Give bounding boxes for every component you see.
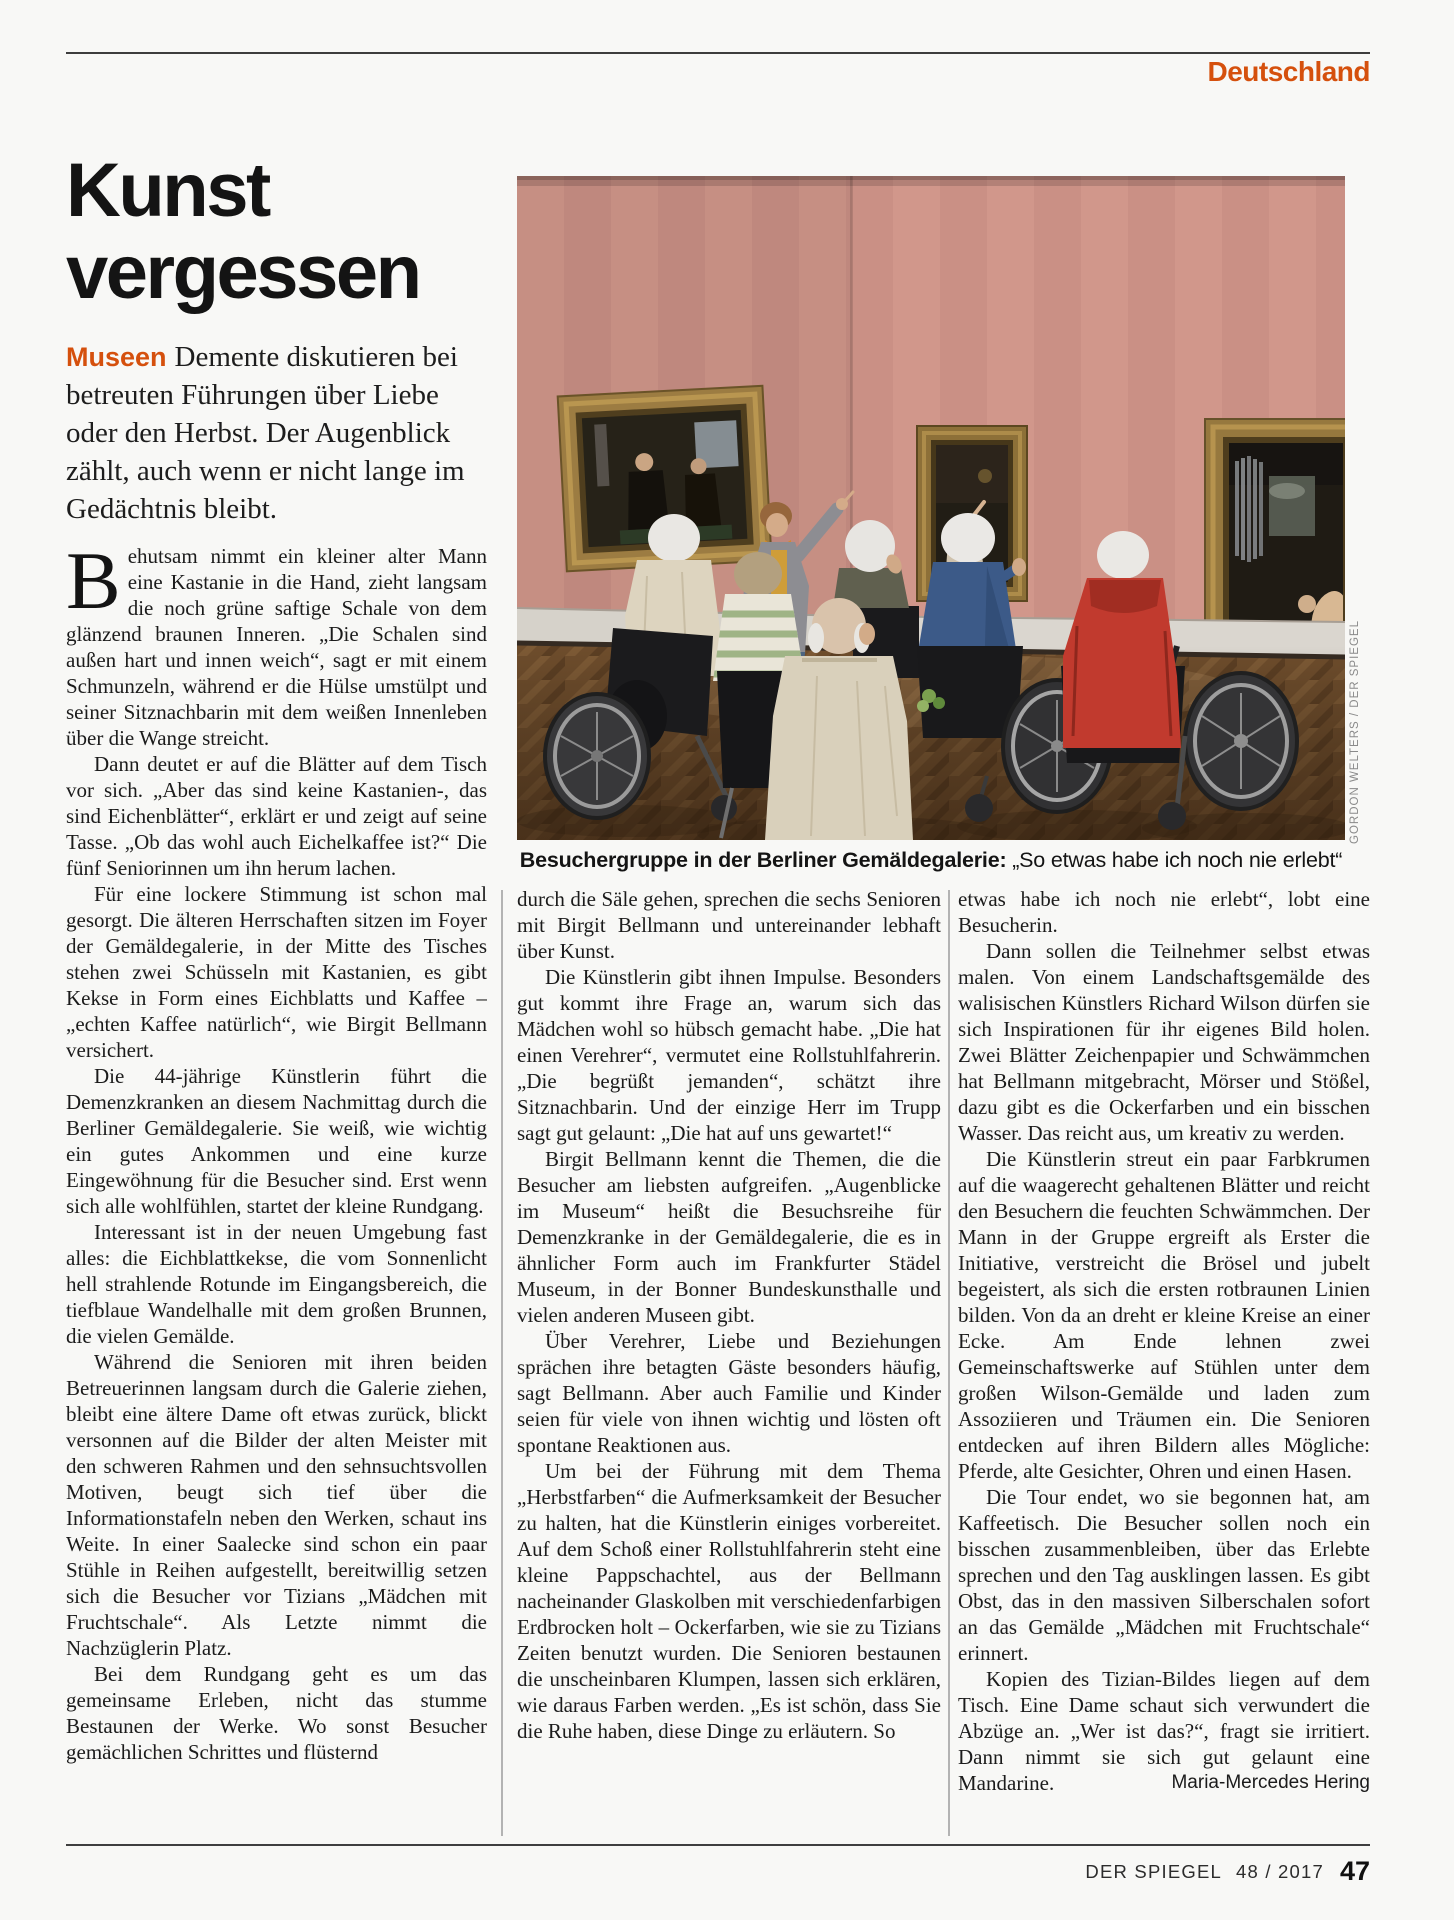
section-label: Deutschland xyxy=(1207,56,1370,87)
body-column-1 xyxy=(66,543,487,1839)
paragraph: durch die Säle gehen, sprechen die sechs Senioren mit Birgit Bellmann und untereinander lebhaft über Kunst. xyxy=(517,887,941,963)
headline-line-1: Kunst xyxy=(66,148,269,233)
kicker: Museen xyxy=(66,342,167,372)
drop-cap: B xyxy=(66,543,121,626)
gallery-photo-art xyxy=(517,176,1345,840)
paragraph: Für eine lockere Stimmung ist schon mal gesorgt. Die älteren Herrschaften sitzen im Foyer der Gemäldegalerie, in der Mitte des Tisches stehen zwei Schüsseln mit Kastanien, es gibt Kekse in Form eines Eichblatts und Kaffee – „echten Kaffee natürlich“, wie Birgit Bellmann versichert. xyxy=(66,882,487,1062)
photo-credit: GORDON WELTERS / DER SPIEGEL xyxy=(1349,620,1361,844)
footer-rule xyxy=(66,1844,1370,1846)
lede xyxy=(66,338,490,528)
paragraph: Die 44-jährige Künstlerin führt die Demenzkranken an diesem Nachmittag durch die Berliner Gemäldegalerie. Sie weiß, wie wichtig ein gutes Ankommen und eine kurze Eingewöhnung für die Besucher sind. Erst wenn sich alle wohlfühlen, startet der kleine Rundgang. xyxy=(66,1064,487,1218)
footer-page-number: 47 xyxy=(1339,1856,1370,1886)
paragraph: Birgit Bellmann kennt die Themen, die die Besucher am liebsten aufgreifen. „Augenblicke im Museum“ heißt die Besuchsreihe für Demenzkranke in der Gemäldegalerie, die es in ähnlicher Form auch im Frankfurter Städel Museum, in der Bonner Bundeskunsthalle und vielen anderen Museen gibt. xyxy=(517,1147,941,1327)
column-rule-2 xyxy=(948,890,950,1836)
photo-caption xyxy=(517,848,1345,873)
top-rule xyxy=(66,52,1370,54)
footer-issue: 48 / 2017 xyxy=(1236,1861,1324,1882)
paragraph: Über Verehrer, Liebe und Beziehungen sprächen ihre betagten Gäste besonders häufig, sagt Bellmann. Aber auch Familie und Kinder seien für viele von ihnen wichtig und lösten oft spontane Reaktionen aus. xyxy=(517,1329,941,1457)
headline-line-2: vergessen xyxy=(66,230,420,315)
caption-bold: Besuchergruppe in der Berliner Gemäldegalerie: xyxy=(519,848,1007,872)
paragraph: Dann sollen die Teilnehmer selbst etwas malen. Von einem Landschaftsgemälde des walisischen Künstlers Richard Wilson dürfen sie sich Inspirationen für ihr eigenes Bild holen. Zwei Blätter Zeichenpapier und Schwämmchen hat Bellmann mitgebracht, Mörser und Stößel, dazu gibt es die Ockerfarben und ein bisschen Wasser. Das reicht aus, um kreativ zu werden. xyxy=(958,939,1370,1145)
paragraph-text: Kopien des Tizian-Bildes liegen auf dem Tisch. Eine Dame schaut sich verwundert die Abzüge an. „Wer ist das?“, fragt sie irritiert. Dann nimmt sie sich gut gelaunt eine Mandarine. xyxy=(958,1667,1370,1795)
paragraph: Dann deutet er auf die Blätter auf dem Tisch vor sich. „Aber das sind keine Kastanien-, das sind Eichenblätter“, erklärt er und zeigt auf seine Tasse. „Ob das wohl auch Eichelkaffee ist?“ Die fünf Seniorinnen um ihn herum lachen. xyxy=(66,752,487,880)
caption-quote: „So etwas habe ich noch nie erlebt“ xyxy=(1012,848,1343,872)
paragraph: Interessant ist in der neuen Umgebung fast alles: die Eichblattkekse, die vom Sonnenlicht hell strahlende Rotunde im Eingangsbereich, die tiefblaue Wandelhalle mit dem großen Brunnen, die vielen Gemälde. xyxy=(66,1220,487,1348)
paragraph: Die Künstlerin gibt ihnen Impulse. Besonders gut kommt ihre Frage an, warum sich das Mädchen wohl so hübsch gemacht habe. „Die hat einen Verehrer“, vermutet eine Rollstuhlfahrerin. „Die begrüßt jemanden“, schätzt ihre Sitznachbarin. Und der einzige Herr im Trupp sagt gut gelaunt: „Die hat auf uns gewartet!“ xyxy=(517,965,941,1145)
lede-text: Demente diskutieren bei betreuten Führungen über Liebe oder den Herbst. Der Augenblick zählt, auch wenn er nicht lange im Gedächtnis bleibt. xyxy=(66,341,465,525)
column-rule-1 xyxy=(501,890,503,1836)
byline: Maria-Mercedes Hering xyxy=(1171,1772,1370,1793)
paragraph: Die Tour endet, wo sie begonnen hat, am Kaffeetisch. Die Besucher sollen noch ein bisschen zusammenbleiben, über das Erlebte sprechen und den Tag ausklingen lassen. Es gibt Obst, das in den massiven Silberschalen sofort an das Gemälde „Mädchen mit Fruchtschale“ erinnert. xyxy=(958,1485,1370,1665)
paragraph: Um bei der Führung mit dem Thema „Herbstfarben“ die Aufmerksamkeit der Besucher zu halten, hat die Künstlerin einiges vorbereitet. Auf dem Schoß einer Rollstuhlfahrerin steht eine kleine Pappschachtel, aus der Bellmann nacheinander Glaskolben mit verschiedenfarbigen Erdbrocken holt – Ockerfarben, wie sie zu Tizians Zeiten benutzt wurden. Die Senioren bestaunen die unscheinbaren Klumpen, lassen sich erklären, wie daraus Farben werden. „Es ist schön, dass Sie die Ruhe haben, diese Dinge zu erläutern. So xyxy=(517,1459,941,1743)
paragraph: etwas habe ich noch nie erlebt“, lobt eine Besucherin. xyxy=(958,887,1370,937)
paragraph-text: ehutsam nimmt ein kleiner alter Mann eine Kastanie in die Hand, zieht langsam die noch grüne saftige Schale von dem glänzend braunen Inneren. „Die Schalen sind außen hart und innen weich“, sagt er mit einem Schmunzeln, während er die Hülse umstülpt und seiner Sitznachbarin mit dem weißen Innenleben über die Wange streicht. xyxy=(66,544,487,750)
headline xyxy=(66,150,420,314)
paragraph: Während die Senioren mit ihren beiden Betreuerinnen langsam durch die Galerie ziehen, bleibt eine ältere Dame oft etwas zurück, blickt versonnen auf die Bilder der alten Meister mit den schweren Rahmen und den sehnsuchtsvollen Motiven, beugt sich tief über die Informationstafeln neben den Werken, schaut ins Weite. In einer Saalecke sind schon ein paar Stühle in Reihen aufgestellt, bereitwillig setzen sich die Besucher vor Tizians „Mädchen mit Fruchtschale“. Als Letzte nimmt die Nachzüglerin Platz. xyxy=(66,1350,487,1660)
body-column-3 xyxy=(958,886,1370,1838)
paragraph: Die Künstlerin streut ein paar Farbkrumen auf die waagerecht gehaltenen Blätter und reicht den Besuchern die feuchten Schwämmchen. Der Mann in der Gruppe ergreift als Erster die Initiative, verstreicht die Brösel und jubelt begeistert, als sich die ersten rotbraunen Linien bilden. Von da an dreht er kleine Kreise an einer Ecke. Am Ende lehnen zwei Gemeinschaftswerke auf Stühlen unter dem großen Wilson-Gemälde und laden zum Assoziieren und Träumen ein. Die Senioren entdecken auf ihren Bildern alles Mögliche: Pferde, alte Gesichter, Ohren und einen Hasen. xyxy=(958,1147,1370,1483)
body-column-2 xyxy=(517,886,941,1838)
paragraph: Bei dem Rundgang geht es um das gemeinsame Erleben, nicht das stumme Bestaunen der Werke. Wo sonst Besucher gemächlichen Schrittes und flüsternd xyxy=(66,1662,487,1764)
gallery-photo xyxy=(517,176,1345,840)
paragraph xyxy=(958,1666,1370,1796)
footer xyxy=(1085,1856,1370,1887)
paragraph xyxy=(66,543,487,751)
footer-magazine: DER SPIEGEL xyxy=(1085,1861,1222,1882)
